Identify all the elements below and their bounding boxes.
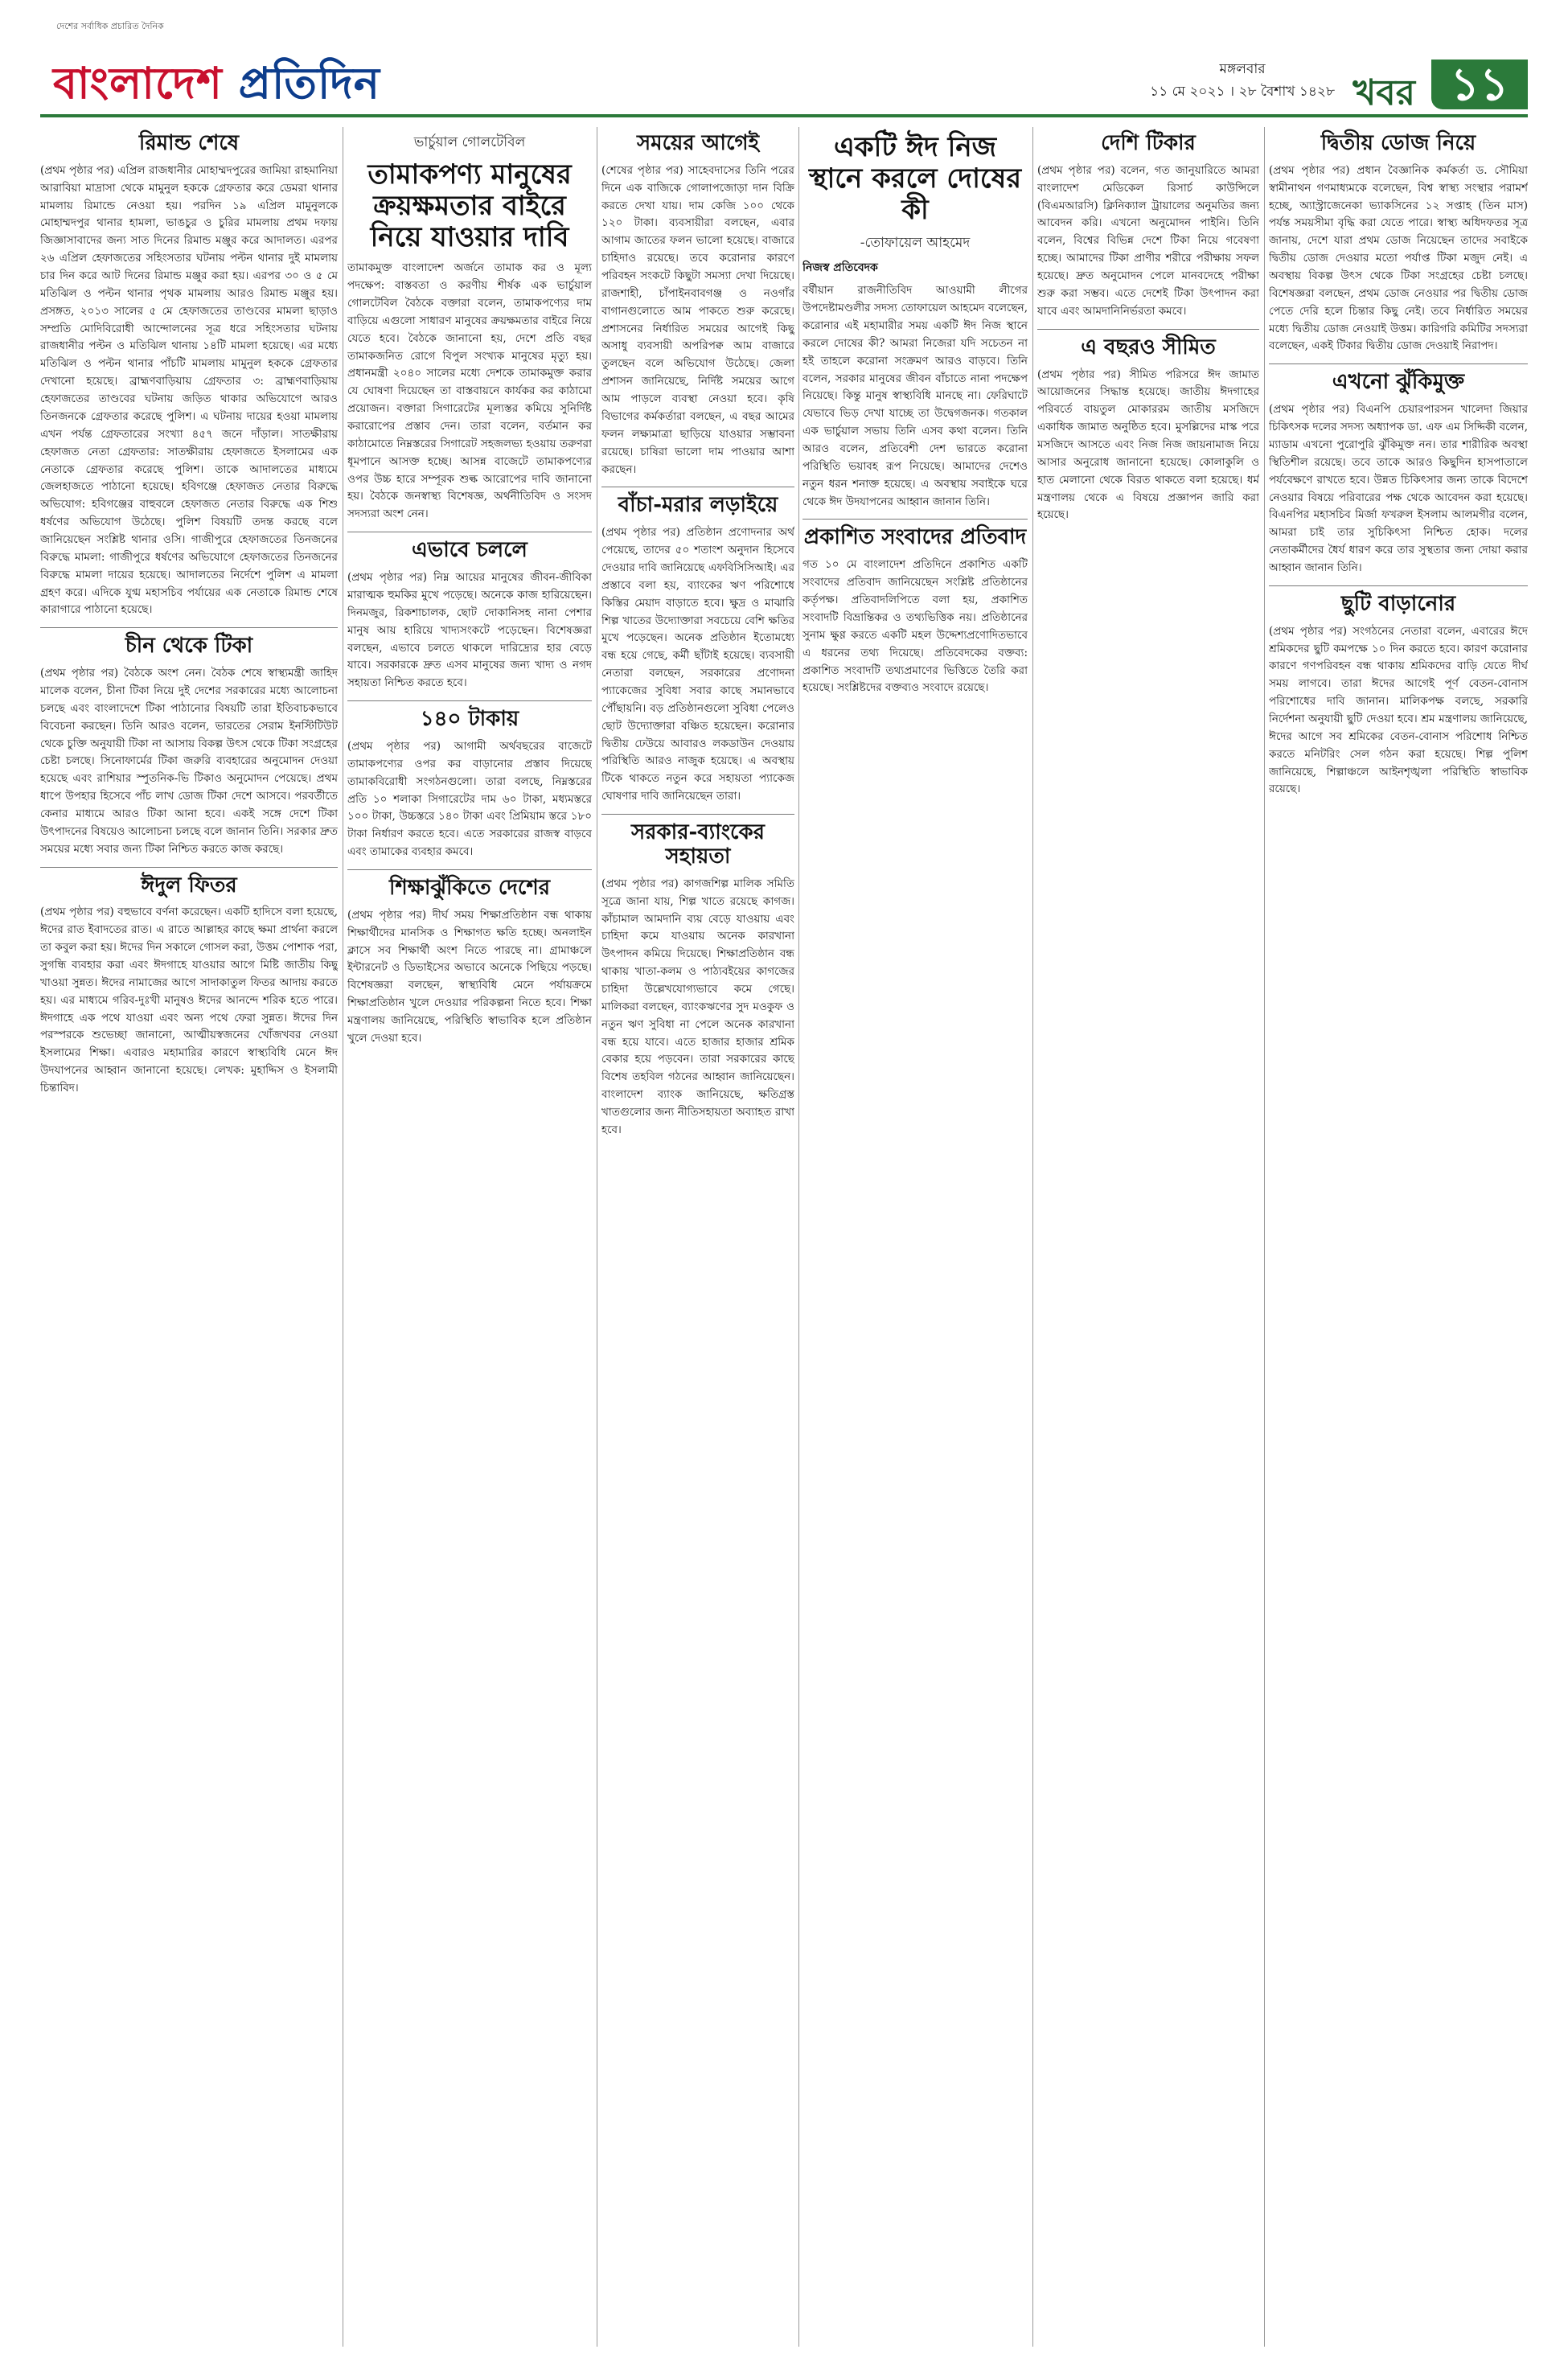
article-body: (প্রথম পৃষ্ঠার পর) বলেন, গত জানুয়ারিতে আমরা বাংলাদেশ মেডিকেল রিসার্চ কাউন্সিলে (বিএমআরসি) ক্লিনিক্যাল ট্রায়ালের অনুমতির জন্য আবেদন করি। এখনো অনুমোদন পাইনি। তিনি বলেন, বিশ্বের বিভিন্ন দেশে টিকা নিয়ে গবেষণা হচ্ছে। আমাদের টিকা প্রাণীর শরীরে পরীক্ষায় সফল হয়েছে। দ্রুত অনুমোদন পেলে মানবদেহে পরীক্ষা শুরু করা সম্ভব। এতে দেশেই টিকা উৎপাদন করা যাবে এবং আমদানিনির্ভরতা কমবে। xyxy=(1037,163,1259,318)
article-separator xyxy=(40,627,338,628)
logo-tagline: দেশের সর্বাধিক প্রচারিত দৈনিক xyxy=(56,21,164,31)
newspaper-logo[interactable] xyxy=(40,14,458,109)
article-body: (প্রথম পৃষ্ঠার পর) বিএনপি চেয়ারপারসন খালেদা জিয়ার চিকিৎসক দলের সদস্য অধ্যাপক ডা. এফ এম সিদ্দিকী বলেন, ম্যাডাম এখনো পুরোপুরি ঝুঁকিমুক্ত নন। তার শারীরিক অবস্থা স্থিতিশীল রয়েছে। তবে তাকে আরও কিছুদিন হাসপাতালে পর্যবেক্ষণে রাখতে হবে। উন্নত চিকিৎসার জন্য তাকে বিদেশে নেওয়ার বিষয়ে পরিবারের পক্ষ থেকে আবেদন করা হয়েছে। বিএনপির মহাসচিব মির্জা ফখরুল ইসলাম আলমগীর বলেন, আমরা চাই তার সুচিকিৎসা নিশ্চিত হোক। দলের নেতাকর্মীদের ধৈর্য ধারণ করে তার সুস্থতার জন্য দোয়া করার আহ্বান জানান তিনি। xyxy=(1269,403,1528,574)
column-5 xyxy=(1037,127,1259,2347)
column-6 xyxy=(1269,127,1528,2347)
article-body: বর্ষীয়ান রাজনীতিবিদ আওয়ামী লীগের উপদেষ্টামণ্ডলীর সদস্য তোফায়েল আহমেদ বলেছেন, করোনার এই মহামারীর সময় একটি ঈদ নিজ স্থানে করলে দোষের কী? আমরা নিজেরা যদি সচেতন না হই তাহলে করোনা সংক্রমণ আরও বাড়বে। তিনি বলেন, সরকার মানুষের জীবন বাঁচাতে নানা পদক্ষেপ নিয়েছে। কিন্তু মানুষ স্বাস্থ্যবিধি মানছে না। ফেরিঘাটে যেভাবে ভিড় দেখা যাচ্ছে তা উদ্বেগজনক। গতকাল এক ভার্চুয়াল সভায় তিনি এসব কথা বলেন। তিনি আরও বলেন, প্রতিবেশী দেশ ভারতে করোনা পরিস্থিতি ভয়াবহ রূপ নিয়েছে। আমাদের দেশেও নতুন ধরন শনাক্ত হয়েছে। এ অবস্থায় সবাইকে ঘরে থেকে ঈদ উদযাপনের আহ্বান জানান তিনি। xyxy=(802,284,1028,508)
column-1 xyxy=(40,127,338,2347)
article-separator xyxy=(40,867,338,868)
article-headline[interactable]: শিক্ষাঝুঁকিতে দেশের xyxy=(388,875,551,900)
article-separator xyxy=(601,814,794,815)
article-separator xyxy=(802,519,1028,520)
article-headline[interactable]: এ বছরও সীমিত xyxy=(1081,335,1216,359)
article-headline[interactable]: প্রকাশিত সংবাদের প্রতিবাদ xyxy=(803,525,1027,550)
logo-wordmark xyxy=(53,50,380,122)
article-headline[interactable]: চীন থেকে টিকা xyxy=(125,634,253,659)
weekday: মঙ্গলবার xyxy=(1219,61,1266,77)
article-separator xyxy=(347,700,592,701)
article-subhead: -তোফায়েল আহমেদ xyxy=(860,235,971,252)
article-body: তামাকমুক্ত বাংলাদেশ অর্জনে তামাক কর ও মূল্য পদক্ষেপ: বাস্তবতা ও করণীয় শীর্ষক এক ভার্চুয়াল গোলটেবিল বৈঠকে বক্তারা বলেন, তামাকপণ্যের দাম বাড়িয়ে এগুলো সাধারণ মানুষের ক্রয়ক্ষমতার বাইরে নিয়ে যেতে হবে। বৈঠকে জানানো হয়, দেশে প্রতি বছর তামাকজনিত রোগে বিপুল সংখ্যক মানুষের মৃত্যু হয়। প্রধানমন্ত্রী ২০৪০ সালের মধ্যে দেশকে তামাকমুক্ত করার যে ঘোষণা দিয়েছেন তা বাস্তবায়নে কার্যকর কর কাঠামো প্রয়োজন। বক্তারা সিগারেটের মূল্যস্তর কমিয়ে সুনির্দিষ্ট করারোপের প্রস্তাব দেন। তারা বলেন, বর্তমান কর কাঠামোতে নিম্নস্তরের সিগারেট সহজলভ্য হওয়ায় তরুণরা ধূমপানে আসক্ত হচ্ছে। আসন্ন বাজেটে তামাকপণ্যের ওপর উচ্চ হারে সম্পূরক শুল্ক আরোপের দাবি জানানো হয়। বৈঠকে জনস্বাস্থ্য বিশেষজ্ঞ, অর্থনীতিবিদ ও সংসদ সদস্যরা অংশ নেন। xyxy=(347,261,592,521)
article-body: গত ১০ মে বাংলাদেশ প্রতিদিনে প্রকাশিত একটি সংবাদের প্রতিবাদ জানিয়েছেন সংশ্লিষ্ট প্রতিষ্ঠানের কর্তৃপক্ষ। প্রতিবাদলিপিতে বলা হয়, প্রকাশিত সংবাদটি বিভ্রান্তিকর ও তথ্যভিত্তিক নয়। প্রতিষ্ঠানের সুনাম ক্ষুণ্ণ করতে একটি মহল উদ্দেশ্যপ্রণোদিতভাবে এ ধরনের তথ্য দিয়েছে। প্রতিবেদকের বক্তব্য: প্রকাশিত সংবাদটি তথ্যপ্রমাণের ভিত্তিতে তৈরি করা হয়েছে। সংশ্লিষ্টদের বক্তব্যও সংবাদে রয়েছে। xyxy=(802,558,1028,695)
article-body: (প্রথম পৃষ্ঠার পর) আগামী অর্থবছরের বাজেটে তামাকপণ্যের ওপর কর বাড়ানোর প্রস্তাব দিয়েছে তামাকবিরোধী সংগঠনগুলো। তারা বলছে, নিম্নস্তরের প্রতি ১০ শলাকা সিগারেটের দাম ৬০ টাকা, মধ্যমস্তরে ১০০ টাকা, উচ্চস্তরে ১৪০ টাকা এবং প্রিমিয়াম স্তরে ১৮০ টাকা নির্ধারণ করতে হবে। এতে সরকারের রাজস্ব বাড়বে এবং তামাকের ব্যবহার কমবে। xyxy=(347,739,592,859)
article-headline[interactable]: ঈদুল ফিতর xyxy=(141,873,237,897)
article-headline[interactable]: তামাকপণ্য মানুষের ক্রয়ক্ষমতার বাইরে নিয়ে যাওয়ার দাবি xyxy=(367,158,572,254)
column-2 xyxy=(347,127,592,2347)
column-divider xyxy=(1032,127,1033,2347)
column-3 xyxy=(601,127,794,2347)
article-body: (প্রথম পৃষ্ঠার পর) সংগঠনের নেতারা বলেন, এবারের ঈদে শ্রমিকদের ছুটি কমপক্ষে ১০ দিন করতে হবে। কারণ করোনার কারণে গণপরিবহন বন্ধ থাকায় শ্রমিকদের বাড়ি যেতে দীর্ঘ সময় লাগবে। তারা ঈদের আগেই পূর্ণ বেতন-বোনাস পরিশোধের দাবি জানান। মালিকপক্ষ বলছে, সরকারি নির্দেশনা অনুযায়ী ছুটি দেওয়া হবে। শ্রম মন্ত্রণালয় জানিয়েছে, ঈদের আগে সব শ্রমিকের বেতন-বোনাস পরিশোধ নিশ্চিত করতে মনিটরিং সেল গঠন করা হয়েছে। শিল্প পুলিশ জানিয়েছে, শিল্পাঞ্চলে আইনশৃঙ্খলা পরিস্থিতি স্বাভাবিক রয়েছে। xyxy=(1269,624,1528,796)
article-body: (প্রথম পৃষ্ঠার পর) বহুভাবে বর্ণনা করেছেন। একটি হাদিসে বলা হয়েছে, ঈদের রাত ইবাদতের রাত। এ রাতে আল্লাহর কাছে ক্ষমা প্রার্থনা করলে তা কবুল করা হয়। ঈদের দিন সকালে গোসল করা, উত্তম পোশাক পরা, সুগন্ধি ব্যবহার করা এবং ঈদগাহে যাওয়ার আগে মিষ্টি জাতীয় কিছু খাওয়া সুন্নত। ঈদের নামাজের আগে সাদাকাতুল ফিতর আদায় করতে হয়। এর মাধ্যমে গরিব-দুঃখী মানুষও ঈদের আনন্দে শরিক হতে পারে। ঈদগাহে এক পথে যাওয়া এবং অন্য পথে ফেরা সুন্নত। ঈদের দিন পরস্পরকে শুভেচ্ছা জানানো, আত্মীয়স্বজনের খোঁজখবর নেওয়া ইসলামের শিক্ষা। এবারও মহামারির কারণে স্বাস্থ্যবিধি মেনে ঈদ উদযাপনের আহ্বান জানানো হয়েছে। লেখক: মুহাদ্দিস ও ইসলামী চিন্তাবিদ। xyxy=(40,906,338,1095)
article-separator xyxy=(1037,329,1259,330)
article-body: (প্রথম পৃষ্ঠার পর) এপ্রিল রাজধানীর মোহাম্মদপুরের জামিয়া রাহমানিয়া আরাবিয়া মাদ্রাসা থেকে মামুনুল হককে গ্রেফতার করে ডেমরা থানার মামলায় রিমান্ডে নেওয়া হয়। পরদিন ১৯ এপ্রিল মামুনুলকে মোহাম্মদপুর থানার হামলা, ভাঙচুর ও চুরির মামলায় প্রথম দফায় জিজ্ঞাসাবাদের জন্য সাত দিনের রিমান্ড মঞ্জুর করে আদালত। এরপর ২৬ এপ্রিল হেফাজতের সহিংসতার ঘটনায় পল্টন থানার দুই মামলায় চার দিন করে আট দিনের রিমান্ড মঞ্জুর করা হয়। এরপর ৩০ ও ৫ মে মতিঝিল ও পল্টন থানার পৃথক মামলায় আরও রিমান্ড মঞ্জুর হয়। প্রসঙ্গত, ২০১৩ সালের ৫ মে হেফাজতের তাণ্ডবের মামলা ছাড়াও সম্প্রতি মোদিবিরোধী আন্দোলনের সূত্র ধরে সহিংসতার ঘটনায় রাজধানীর পল্টন ও মতিঝিল থানায় ১৪টি মামলা হয়েছে। এর মধ্যে মতিঝিল ও পল্টন থানার পাঁচটি মামলায় মামুনুল হককে গ্রেফতার দেখানো হয়েছে। ব্রাহ্মণবাড়িয়ায় গ্রেফতার ৩: ব্রাহ্মণবাড়িয়ায় হেফাজতের তাণ্ডবের ঘটনায় জড়িত থাকার অভিযোগে আরও তিনজনকে গ্রেফতার করেছে পুলিশ। এ ঘটনায় দায়ের হওয়া মামলায় এখন পর্যন্ত গ্রেফতারের সংখ্যা ৪৫৭ জনে দাঁড়াল। সাতক্ষীরায় হেফাজত নেতা গ্রেফতার: সাতক্ষীরায় হেফাজতে ইসলামের এক নেতাকে গ্রেফতার করেছে পুলিশ। তাকে আদালতের মাধ্যমে জেলহাজতে পাঠানো হয়েছে। হবিগঞ্জে হেফাজত নেতার বিরুদ্ধে অভিযোগ: হবিগঞ্জের বাহুবলে হেফাজত নেতার বিরুদ্ধে এক শিশু ধর্ষণের অভিযোগ উঠেছে। পুলিশ বিষয়টি তদন্ত করছে বলে জানিয়েছেন সংশ্লিষ্ট থানার ওসি। গাজীপুরে হেফাজতের তিনজনের বিরুদ্ধে মামলা: গাজীপুরে ধর্ষণের অভিযোগে হেফাজতের তিনজনের বিরুদ্ধে মামলা দায়ের হয়েছে। আদালতের নির্দেশে পুলিশ এ মামলা গ্রহণ করে। এদিকে যুগ্ম মহাসচিব পর্যায়ের এক নেতাকে রিমান্ড শেষে কারাগারে পাঠানো হয়েছে। xyxy=(40,163,338,617)
article-headline[interactable]: এখনো ঝুঁকিমুক্ত xyxy=(1332,370,1465,395)
article-separator xyxy=(1269,585,1528,586)
article-body: (প্রথম পৃষ্ঠার পর) বৈঠকে অংশ নেন। বৈঠক শেষে স্বাস্থ্যমন্ত্রী জাহিদ মালেক বলেন, চীনা টিকা নিয়ে দুই দেশের সরকারের মধ্যে আলোচনা চলছে এবং বাংলাদেশে টিকা পাঠানোর বিষয়টি তারা ইতিবাচকভাবে বিবেচনা করছেন। তিনি আরও বলেন, ভারতের সেরাম ইনস্টিটিউট থেকে চুক্তি অনুযায়ী টিকা না আসায় বিকল্প উৎস থেকে টিকা সংগ্রহের চেষ্টা চলছে। সিনোফার্মের টিকা জরুরি ব্যবহারের অনুমোদন দেওয়া হয়েছে এবং রাশিয়ার স্পুতনিক-ভি টিকাও অনুমোদন পেয়েছে। প্রথম ধাপে উপহার হিসেবে পাঁচ লাখ ডোজ টিকা দেশে আসবে। পরবর্তীতে কেনার মাধ্যমে আরও টিকা আনা হবে। একই সঙ্গে দেশে টিকা উৎপাদনের বিষয়েও আলোচনা চলছে বলে জানান তিনি। সরকার দ্রুত সময়ের মধ্যে সবার জন্য টিকা নিশ্চিত করতে কাজ করছে। xyxy=(40,667,338,856)
article-separator xyxy=(1269,363,1528,364)
article-headline[interactable]: এভাবে চললে xyxy=(412,538,527,563)
article-headline[interactable]: বাঁচা-মরার লড়াইয়ে xyxy=(618,493,778,518)
article-headline[interactable]: ১৪০ টাকায় xyxy=(420,707,519,732)
article-headline[interactable]: একটি ঈদ নিজ স্থানে করলে দোষের কী xyxy=(808,131,1022,227)
article-body: (প্রথম পৃষ্ঠার পর) নিম্ন আয়ের মানুষের জীবন-জীবিকা মারাত্মক হুমকির মুখে পড়েছে। অনেকে কাজ হারিয়েছেন। দিনমজুর, রিকশাচালক, ছোট দোকানিসহ নানা পেশার মানুষ আয় হারিয়ে খাদ্যসংকটে পড়েছেন। বিশেষজ্ঞরা বলছেন, এভাবে চলতে থাকলে দারিদ্র্যের হার বেড়ে যাবে। সরকারকে দ্রুত এসব মানুষের জন্য খাদ্য ও নগদ সহায়তা নিশ্চিত করতে হবে। xyxy=(347,571,592,690)
logo-part2: প্রতিদিন xyxy=(222,57,380,109)
column-divider xyxy=(798,127,799,2347)
article-body: (প্রথম পৃষ্ঠার পর) সীমিত পরিসরে ঈদ জামাত আয়োজনের সিদ্ধান্ত হয়েছে। জাতীয় ঈদগাহের পরিবর্তে বায়তুল মোকাররম জাতীয় মসজিদে একাধিক জামাত অনুষ্ঠিত হবে। মুসল্লিদের মাস্ক পরে মসজিদে আসতে এবং নিজ নিজ জায়নামাজ নিয়ে আসার অনুরোধ জানানো হয়েছে। কোলাকুলি ও হাত মেলানো থেকে বিরত থাকতে বলা হয়েছে। ধর্ম মন্ত্রণালয় থেকে এ বিষয়ে প্রজ্ঞাপন জারি করা হয়েছে। xyxy=(1037,368,1259,522)
article-headline[interactable]: দ্বিতীয় ডোজ নিয়ে xyxy=(1320,131,1476,155)
article-byline: নিজস্ব প্রতিবেদক xyxy=(802,261,878,275)
masthead xyxy=(40,14,1528,113)
article-headline[interactable]: রিমান্ড শেষে xyxy=(138,131,240,155)
masthead-rule xyxy=(40,114,1528,117)
article-body: (প্রথম পৃষ্ঠার পর) প্রধান বৈজ্ঞানিক কর্মকর্তা ড. সৌমিয়া স্বামীনাথন গণমাধ্যমকে বলেছেন, বিশ্ব স্বাস্থ্য সংস্থার পরামর্শ হচ্ছে, অ্যাস্ট্রাজেনেকা ভ্যাকসিনের ১২ সপ্তাহ (তিন মাস) পর্যন্ত সময়সীমা বৃদ্ধি করা যেতে পারে। স্বাস্থ্য অধিদফতর সূত্র জানায়, দেশে যারা প্রথম ডোজ নিয়েছেন তাদের সবাইকে দ্বিতীয় ডোজ দেওয়ার মতো পর্যাপ্ত টিকা মজুদ নেই। এ অবস্থায় বিকল্প উৎস থেকে টিকা সংগ্রহের চেষ্টা চলছে। বিশেষজ্ঞরা বলছেন, প্রথম ডোজ নেওয়ার পর দ্বিতীয় ডোজ পেতে দেরি হলে চিন্তার কিছু নেই। তবে নির্ধারিত সময়ের মধ্যে দ্বিতীয় ডোজ নেওয়াই উত্তম। কারিগরি কমিটির সদস্যরা বলেছেন, একই টিকার দ্বিতীয় ডোজ দেওয়াই নিরাপদ। xyxy=(1269,163,1528,353)
article-headline[interactable]: সরকার-ব্যাংকের সহায়তা xyxy=(631,820,765,869)
article-headline[interactable]: ছুটি বাড়ানোর xyxy=(1340,591,1456,616)
article-body: (প্রথম পৃষ্ঠার পর) কাগজশিল্প মালিক সমিতি সূত্রে জানা যায়, শিল্প খাতে রয়েছে কাগজ। কাঁচামাল আমদানি ব্যয় বেড়ে যাওয়ায় এবং চাহিদা কমে যাওয়ায় অনেক কারখানা উৎপাদন কমিয়ে দিয়েছে। শিক্ষাপ্রতিষ্ঠান বন্ধ থাকায় খাতা-কলম ও পাঠ্যবইয়ের কাগজের চাহিদা উল্লেখযোগ্যভাবে কমে গেছে। মালিকরা বলছেন, ব্যাংকঋণের সুদ মওকুফ ও নতুন ঋণ সুবিধা না পেলে অনেক কারখানা বন্ধ হয়ে যাবে। এতে হাজার হাজার শ্রমিক বেকার হয়ে পড়বেন। তারা সরকারের কাছে বিশেষ তহবিল গঠনের আহ্বান জানিয়েছেন। বাংলাদেশ ব্যাংক জানিয়েছে, ক্ষতিগ্রস্ত খাতগুলোর জন্য নীতিসহায়তা অব্যাহত রাখা হবে। xyxy=(601,877,794,1136)
article-headline[interactable]: সময়ের আগেই xyxy=(636,131,760,155)
page-number: ১১ xyxy=(1431,60,1528,109)
column-divider xyxy=(1264,127,1265,2347)
section-name: খবর xyxy=(1353,72,1415,113)
article-body: (প্রথম পৃষ্ঠার পর) প্রতিষ্ঠান প্রণোদনার অর্থ পেয়েছে, তাদের ৫০ শতাংশ অনুদান হিসেবে দেওয়ার দাবি জানিয়েছে এফবিসিসিআই। এর প্রস্তাবে বলা হয়, ব্যাংকের ঋণ পরিশোধে কিস্তির মেয়াদ বাড়াতে হবে। ক্ষুদ্র ও মাঝারি শিল্প খাতের উদ্যোক্তারা সবচেয়ে বেশি ক্ষতির মুখে পড়েছেন। অনেক প্রতিষ্ঠান ইতোমধ্যে বন্ধ হয়ে গেছে, কর্মী ছাঁটাই হয়েছে। ব্যবসায়ী নেতারা বলছেন, সরকারের প্রণোদনা প্যাকেজের সুবিধা সবার কাছে সমানভাবে পৌঁছায়নি। বড় প্রতিষ্ঠানগুলো সুবিধা পেলেও ছোট উদ্যোক্তারা বঞ্চিত হয়েছেন। করোনার দ্বিতীয় ঢেউয়ে আবারও লকডাউন দেওয়ায় পরিস্থিতি আরও নাজুক হয়েছে। এ অবস্থায় টিকে থাকতে নতুন করে সহায়তা প্যাকেজ ঘোষণার দাবি জানিয়েছেন তারা। xyxy=(601,526,794,803)
article-body: (প্রথম পৃষ্ঠার পর) দীর্ঘ সময় শিক্ষাপ্রতিষ্ঠান বন্ধ থাকায় শিক্ষার্থীদের মানসিক ও শিক্ষাগত ক্ষতি হচ্ছে। অনলাইন ক্লাসে সব শিক্ষার্থী অংশ নিতে পারছে না। গ্রামাঞ্চলে ইন্টারনেট ও ডিভাইসের অভাবে অনেকে পিছিয়ে পড়ছে। বিশেষজ্ঞরা বলছেন, স্বাস্থ্যবিধি মেনে পর্যায়ক্রমে শিক্ষাপ্রতিষ্ঠান খুলে দেওয়ার পরিকল্পনা নিতে হবে। শিক্ষা মন্ত্রণালয় জানিয়েছে, পরিস্থিতি স্বাভাবিক হলে প্রতিষ্ঠান খুলে দেওয়া হবে। xyxy=(347,908,592,1045)
article-kicker: ভার্চুয়াল গোলটেবিল xyxy=(413,134,526,150)
article-separator xyxy=(347,869,592,870)
date-block xyxy=(1150,58,1335,103)
issue-date: ১১ মে ২০২১ । ২৮ বৈশাখ ১৪২৮ xyxy=(1150,84,1335,100)
logo-part1: বাংলাদেশ xyxy=(53,57,223,109)
article-headline[interactable]: দেশি টিকার xyxy=(1101,131,1196,155)
article-body: (শেষের পৃষ্ঠার পর) সাহেবদাসের তিনি পরের দিনে এক বাজিকে গোলাপজোড়া দান বিক্রি করতে দেখা যায়। দাম কেজি ১০০ থেকে ১২০ টাকা। ব্যবসায়ীরা বলছেন, এবার আগাম জাতের ফলন ভালো হয়েছে। বাজারে চাহিদাও রয়েছে। তবে করোনার কারণে পরিবহন সংকটে কিছুটা সমস্যা দেখা দিয়েছে। রাজশাহী, চাঁপাইনবাবগঞ্জ ও নওগাঁর বাগানগুলোতে আম পাকতে শুরু করেছে। প্রশাসনের নির্ধারিত সময়ের আগেই কিছু অসাধু ব্যবসায়ী অপরিপক্ব আম বাজারে তুলছেন বলে অভিযোগ উঠেছে। জেলা প্রশাসন জানিয়েছে, নির্দিষ্ট সময়ের আগে আম পাড়লে ব্যবস্থা নেওয়া হবে। কৃষি বিভাগের কর্মকর্তারা বলছেন, এ বছর আমের ফলন লক্ষ্যমাত্রা ছাড়িয়ে যাওয়ার সম্ভাবনা রয়েছে। চাষিরা ভালো দাম পাওয়ার আশা করছেন। xyxy=(601,163,794,476)
column-4 xyxy=(802,127,1028,2347)
